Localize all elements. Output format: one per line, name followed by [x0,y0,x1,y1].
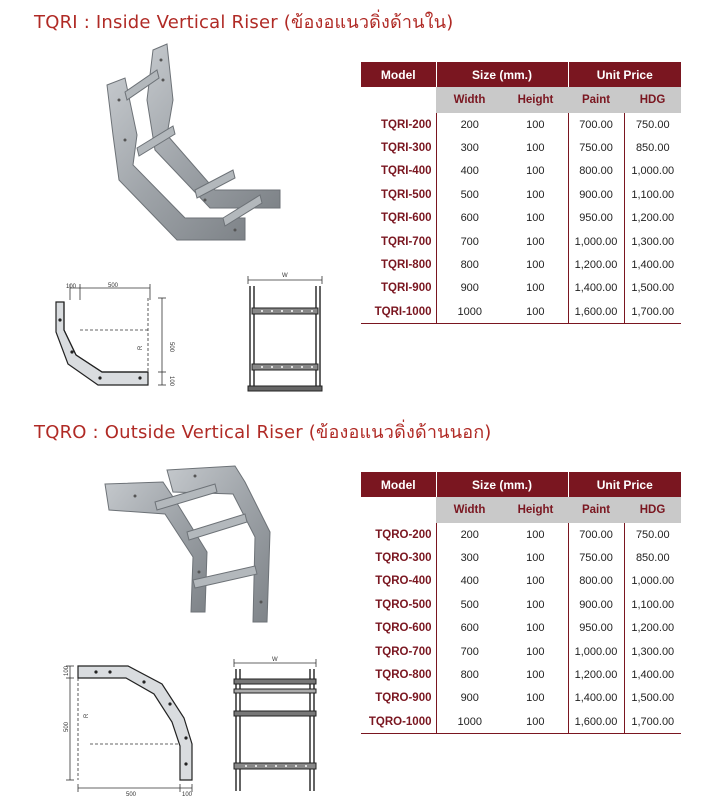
table-row [361,640,681,663]
hdg-price-cell: 1,400.00 [631,669,675,682]
paint-price-cell: 1,400.00 [568,277,624,300]
hdg-price-cell: 1,000.00 [631,575,675,588]
table-row [361,136,681,159]
paint-price-cell: 1,400.00 [568,687,624,710]
paint-price-cell: 1,200.00 [568,663,624,686]
paint-price-cell: 950.00 [568,207,624,230]
paint-price-cell: 750.00 [568,136,624,159]
header-unit-price: Unit Price [568,472,681,497]
height-cell: 100 [503,710,568,733]
height-cell: 100 [503,277,568,300]
dim-front-width-outside: W [272,657,278,663]
width-cell: 900 [460,282,479,295]
table-row [361,617,681,640]
hdg-price-cell: 1,700.00 [624,300,681,323]
table-row [361,593,681,616]
header-width: Width [436,87,503,113]
inside-riser-front-drawing [240,270,330,395]
table-row [361,523,681,546]
height-cell: 100 [503,136,568,159]
model-cell: TQRO-500 [361,593,436,616]
dim-top-width: 500 [108,283,119,289]
height-cell: 100 [503,546,568,569]
tqro-table-body [361,523,681,734]
header-blank [361,87,436,113]
dim-bottom-right: 100 [168,376,174,387]
dim-right-height: 500 [168,342,174,353]
hdg-price-cell: 1,300.00 [631,645,675,658]
height-cell: 100 [503,617,568,640]
header-height: Height [503,497,568,523]
outside-riser-front-drawing [228,655,323,795]
model-cell: TQRI-200 [361,113,436,136]
height-cell: 100 [503,593,568,616]
header-paint: Paint [568,87,624,113]
table-row [361,183,681,206]
section-title-tqri: TQRI : Inside Vertical Riser (ข้องอแนวดิ่งด้านใน) [34,12,454,33]
hdg-price-cell: 1,100.00 [631,188,675,201]
dim-radius: R [138,345,144,350]
hdg-price-cell: 1,700.00 [624,710,681,733]
table-row [361,253,681,276]
header-paint: Paint [568,497,624,523]
section-title-tqro: TQRO : Outside Vertical Riser (ข้องอแนวดิ่งด้านนอก) [34,422,492,443]
outside-riser-photo [95,462,305,632]
dim-bottom-width: 500 [126,792,137,797]
table-row [361,687,681,710]
paint-price-cell: 1,200.00 [568,253,624,276]
header-size: Size (mm.) [436,472,568,497]
width-cell: 700 [460,235,479,248]
height-cell: 100 [503,523,568,546]
paint-price-cell: 1,000.00 [568,640,624,663]
width-cell: 800 [460,259,479,272]
width-cell: 800 [460,669,479,682]
header-model: Model [361,62,436,87]
width-cell: 600 [460,212,479,225]
width-cell: 200 [460,118,479,131]
table-row [361,710,681,733]
hdg-price-cell: 1,100.00 [631,598,675,611]
paint-price-cell: 900.00 [568,183,624,206]
paint-price-cell: 1,000.00 [568,230,624,253]
width-cell: 300 [460,142,479,155]
table-row [361,570,681,593]
table-row [361,300,681,323]
height-cell: 100 [503,663,568,686]
hdg-price-cell: 1,000.00 [631,165,675,178]
hdg-price-cell: 850.00 [635,552,670,565]
hdg-price-cell: 1,300.00 [631,235,675,248]
width-cell: 1000 [436,710,503,733]
hdg-price-cell: 1,200.00 [631,212,675,225]
inside-riser-side-drawing [50,280,185,395]
outside-riser-side-drawing [60,662,200,797]
model-cell: TQRO-800 [361,663,436,686]
hdg-price-cell: 1,500.00 [631,692,675,705]
dim-radius-outside: R [84,713,90,718]
height-cell: 100 [503,207,568,230]
width-cell: 200 [460,528,479,541]
header-model: Model [361,472,436,497]
table-row [361,230,681,253]
model-cell: TQRO-300 [361,546,436,569]
width-cell: 700 [460,645,479,658]
dim-top-small: 100 [66,284,77,290]
header-size: Size (mm.) [436,62,568,87]
model-cell: TQRO-900 [361,687,436,710]
table-row [361,546,681,569]
height-cell: 100 [503,113,568,136]
inside-riser-photo [95,40,305,255]
height-cell: 100 [503,160,568,183]
tqri-price-table [361,62,681,324]
height-cell: 100 [503,230,568,253]
tqri-table-body [361,113,681,324]
header-blank [361,497,436,523]
hdg-price-cell: 1,400.00 [631,259,675,272]
paint-price-cell: 1,600.00 [568,710,624,733]
model-cell: TQRO-400 [361,570,436,593]
model-cell: TQRI-500 [361,183,436,206]
paint-price-cell: 1,600.00 [568,300,624,323]
table-row [361,207,681,230]
dim-bottom-small: 100 [182,792,193,797]
width-cell: 300 [460,552,479,565]
width-cell: 900 [460,692,479,705]
tqro-price-table [361,472,681,734]
header-unit-price: Unit Price [568,62,681,87]
table-row [361,277,681,300]
hdg-price-cell: 1,200.00 [631,622,675,635]
width-cell: 500 [460,598,479,611]
paint-price-cell: 700.00 [568,523,624,546]
model-cell: TQRI-900 [361,277,436,300]
model-cell: TQRI-1000 [361,300,436,323]
width-cell: 1000 [436,300,503,323]
height-cell: 100 [503,183,568,206]
model-cell: TQRI-300 [361,136,436,159]
header-width: Width [436,497,503,523]
hdg-price-cell: 1,500.00 [631,282,675,295]
width-cell: 400 [460,165,479,178]
hdg-price-cell: 850.00 [635,142,670,155]
paint-price-cell: 750.00 [568,546,624,569]
paint-price-cell: 700.00 [568,113,624,136]
paint-price-cell: 950.00 [568,617,624,640]
height-cell: 100 [503,570,568,593]
table-row [361,113,681,136]
hdg-price-cell: 750.00 [635,118,670,131]
height-cell: 100 [503,300,568,323]
paint-price-cell: 900.00 [568,593,624,616]
table-row [361,663,681,686]
paint-price-cell: 800.00 [568,160,624,183]
model-cell: TQRO-700 [361,640,436,663]
hdg-price-cell: 750.00 [635,528,670,541]
model-cell: TQRO-200 [361,523,436,546]
dim-front-width: W [282,273,288,279]
model-cell: TQRI-600 [361,207,436,230]
height-cell: 100 [503,687,568,710]
model-cell: TQRO-1000 [361,710,436,733]
model-cell: TQRI-800 [361,253,436,276]
model-cell: TQRI-700 [361,230,436,253]
width-cell: 400 [460,575,479,588]
width-cell: 600 [460,622,479,635]
dim-left-height: 500 [64,721,70,732]
width-cell: 500 [460,188,479,201]
dim-left-small: 100 [64,665,70,676]
header-hdg: HDG [624,87,681,113]
height-cell: 100 [503,253,568,276]
header-hdg: HDG [624,497,681,523]
height-cell: 100 [503,640,568,663]
header-height: Height [503,87,568,113]
paint-price-cell: 800.00 [568,570,624,593]
model-cell: TQRO-600 [361,617,436,640]
table-row [361,160,681,183]
model-cell: TQRI-400 [361,160,436,183]
